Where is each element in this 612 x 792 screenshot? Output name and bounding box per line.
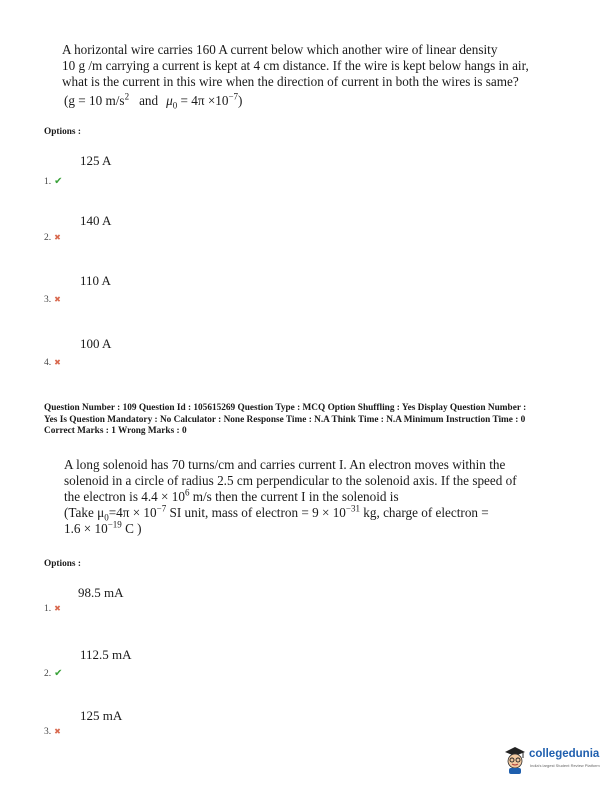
question-2-line-4: (Take $\mu_0=4\pi \times 10^{-7}$ SI unit, mass of electron = $9 \times 10^{-31}$ kg, charge of electron = — [64, 503, 489, 523]
question-2-line-2: solenoid in a circle of radius 2.5 cm perpendicular to the solenoid axis. If the speed of — [64, 473, 517, 488]
q2-option-2-number: 2. ✔ — [44, 668, 63, 679]
q2-option-1-number: 1. ✖ — [44, 604, 61, 614]
cross-icon: ✖ — [54, 604, 61, 613]
q1-option-4-text: 100 A — [80, 336, 112, 351]
check-icon: ✔ — [54, 176, 63, 187]
q1-option-4-number: 4. ✖ — [44, 358, 61, 368]
question-meta-line-3: Correct Marks : 1 Wrong Marks : 0 — [44, 426, 187, 436]
q1-option-3-text: 110 A — [80, 273, 111, 288]
question-1-line-1: A horizontal wire carries 160 A current below which another wire of linear density — [62, 42, 498, 57]
question-2-line-3: the electron is $4.4 \times 10^6$ m/s then the current I in the solenoid is — [64, 487, 399, 504]
cross-icon: ✖ — [54, 727, 61, 736]
question-1-line-2: 10 g /m carrying a current is kept at 4 cm distance. If the wire is kept below hangs in air, — [62, 58, 529, 73]
q1-option-1-text: 125 A — [80, 153, 112, 168]
options-label-2: Options : — [44, 559, 81, 569]
student-mascot-icon — [503, 745, 527, 775]
q2-option-3-text: 125 mA — [80, 708, 123, 723]
question-2-line-5: $1.6 \times 10^{-19}$ C ) — [64, 519, 142, 536]
logo-tagline: India's largest Student Review Platform — [530, 763, 600, 768]
options-label-1: Options : — [44, 127, 81, 137]
q1-option-3-number: 3. ✖ — [44, 295, 61, 305]
q2-option-2-text: 112.5 mA — [80, 647, 132, 662]
q2-option-3-number: 3. ✖ — [44, 727, 61, 737]
question-meta-line-1: Question Number : 109 Question Id : 105615269 Question Type : MCQ Option Shuffling : Yes Display Question Number : — [44, 403, 527, 413]
question-meta-line-2: Yes Is Question Mandatory : No Calculator : None Response Time : N.A Think Time : N.A Minimum Instruction Time : 0 — [44, 414, 526, 425]
cross-icon: ✖ — [54, 358, 61, 367]
question-1-given: (g = 10 $m/s^2$ and $\mu_0 = 4\pi \times 10^{-7}$) — [64, 91, 243, 111]
logo-brand: collegedunia — [529, 748, 600, 760]
question-2-line-1: A long solenoid has 70 turns/cm and carries current I. An electron moves within the — [64, 457, 506, 472]
collegedunia-logo — [503, 742, 603, 782]
question-1-line-3: what is the current in this wire when the direction of current in both the wires is same? — [62, 74, 519, 89]
q1-option-2-number: 2. ✖ — [44, 233, 61, 243]
question-meta — [44, 403, 526, 438]
check-icon: ✔ — [54, 668, 63, 679]
q1-option-2-text: 140 A — [80, 213, 112, 228]
q1-option-1-number: 1. ✔ — [44, 176, 63, 187]
cross-icon: ✖ — [54, 233, 61, 242]
cross-icon: ✖ — [54, 295, 61, 304]
q2-option-1-text: 98.5 mA — [78, 585, 124, 600]
